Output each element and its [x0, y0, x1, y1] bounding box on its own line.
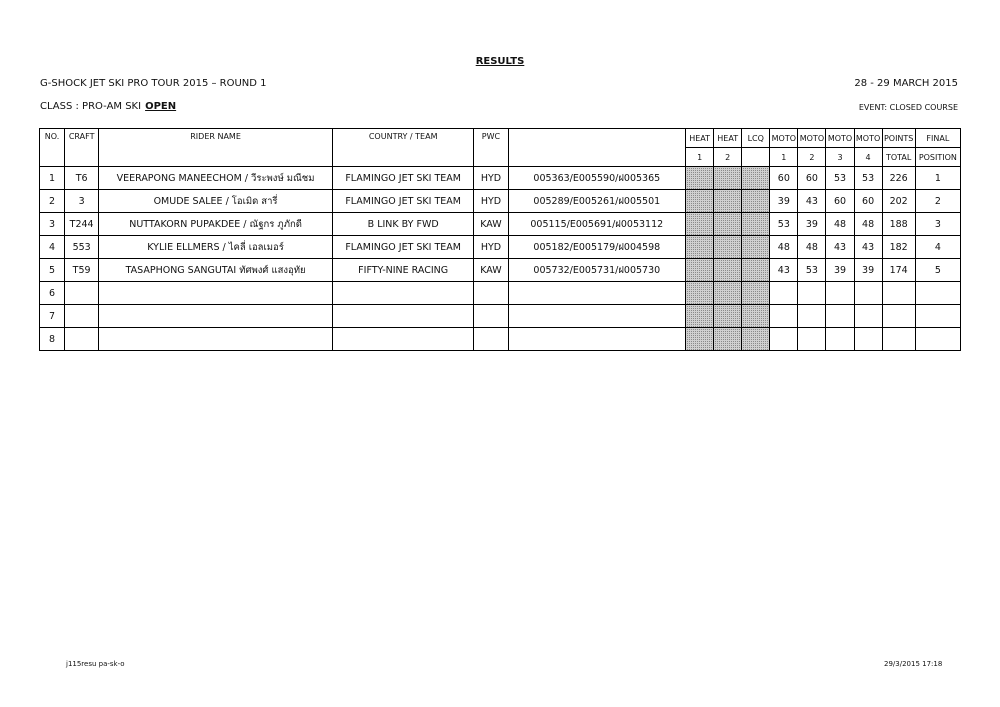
cell-moto1: 39 — [770, 190, 798, 213]
cell-pwc: KAW — [474, 213, 508, 236]
cell-moto2: 48 — [798, 236, 826, 259]
cell-registration: 005182/E005179/ฝ004598 — [508, 236, 686, 259]
cell-heat2 — [714, 305, 742, 328]
cell-heat1 — [686, 328, 714, 351]
cell-heat2 — [714, 259, 742, 282]
event-type: EVENT: CLOSED COURSE — [858, 103, 958, 112]
cell-moto4: 39 — [854, 259, 882, 282]
col-subheader-total: TOTAL — [882, 148, 915, 167]
cell-no: 4 — [40, 236, 65, 259]
table-row — [40, 282, 961, 305]
cell-lcq — [742, 213, 770, 236]
table-row — [40, 167, 961, 190]
cell-heat1 — [686, 167, 714, 190]
footer-timestamp: 29/3/2015 17:18 — [884, 660, 943, 668]
cell-lcq — [742, 190, 770, 213]
cell-registration — [508, 328, 686, 351]
cell-moto2: 53 — [798, 259, 826, 282]
cell-heat2 — [714, 213, 742, 236]
results-table — [39, 128, 961, 351]
cell-heat2 — [714, 236, 742, 259]
col-header-no: NO. — [40, 129, 65, 167]
cell-no: 2 — [40, 190, 65, 213]
class-value: OPEN — [145, 101, 177, 112]
footer-file-code: j115resu pa-sk-o — [66, 660, 125, 668]
cell-final-position: 5 — [915, 259, 960, 282]
cell-final-position: 4 — [915, 236, 960, 259]
cell-heat1 — [686, 213, 714, 236]
col-header-lcq: LCQ — [742, 129, 770, 148]
cell-rider-name — [99, 305, 333, 328]
col-header-craft: CRAFT — [65, 129, 99, 167]
cell-craft: T6 — [65, 167, 99, 190]
cell-moto3 — [826, 328, 854, 351]
col-header-registration — [508, 129, 686, 167]
class-label: CLASS : PRO-AM SKI — [40, 101, 142, 112]
col-subheader-moto3: 3 — [826, 148, 854, 167]
cell-team: FLAMINGO JET SKI TEAM — [332, 167, 473, 190]
cell-no: 5 — [40, 259, 65, 282]
cell-points-total: 202 — [882, 190, 915, 213]
cell-points-total: 226 — [882, 167, 915, 190]
cell-lcq — [742, 328, 770, 351]
cell-moto1 — [770, 282, 798, 305]
cell-moto4 — [854, 282, 882, 305]
cell-registration: 005115/E005691/ฝ0053112 — [508, 213, 686, 236]
cell-heat2 — [714, 328, 742, 351]
col-header-heat2: HEAT — [714, 129, 742, 148]
cell-final-position — [915, 282, 960, 305]
table-row — [40, 236, 961, 259]
cell-craft: 553 — [65, 236, 99, 259]
cell-final-position — [915, 328, 960, 351]
col-header-moto3: MOTO — [826, 129, 854, 148]
cell-team: B LINK BY FWD — [332, 213, 473, 236]
results-title: RESULTS — [475, 56, 525, 67]
cell-final-position: 1 — [915, 167, 960, 190]
cell-rider-name: NUTTAKORN PUPAKDEE / ณัฐกร ภูภักดี — [99, 213, 333, 236]
cell-moto2 — [798, 282, 826, 305]
cell-moto3: 48 — [826, 213, 854, 236]
cell-no: 8 — [40, 328, 65, 351]
cell-moto1: 60 — [770, 167, 798, 190]
cell-heat1 — [686, 305, 714, 328]
col-subheader-position: POSITION — [915, 148, 960, 167]
cell-rider-name: OMUDE SALEE / โอเมิด สารี่ — [99, 190, 333, 213]
cell-moto4: 43 — [854, 236, 882, 259]
cell-lcq — [742, 236, 770, 259]
cell-heat2 — [714, 282, 742, 305]
col-subheader-lcq — [742, 148, 770, 167]
cell-rider-name: TASAPHONG SANGUTAI ทัศพงศ์ แสงอุทัย — [99, 259, 333, 282]
cell-final-position: 2 — [915, 190, 960, 213]
cell-registration: 005289/E005261/ฝ005501 — [508, 190, 686, 213]
table-header — [40, 129, 961, 167]
cell-moto2 — [798, 328, 826, 351]
cell-pwc: HYD — [474, 236, 508, 259]
table-row — [40, 328, 961, 351]
cell-team — [332, 282, 473, 305]
cell-moto1 — [770, 328, 798, 351]
cell-heat1 — [686, 282, 714, 305]
cell-rider-name: KYLIE ELLMERS / ไคลี่ เอลเมอร์ — [99, 236, 333, 259]
event-name: G-SHOCK JET SKI PRO TOUR 2015 – ROUND 1 — [40, 78, 267, 89]
col-header-moto2: MOTO — [798, 129, 826, 148]
col-header-points: POINTS — [882, 129, 915, 148]
cell-points-total: 182 — [882, 236, 915, 259]
cell-moto3 — [826, 282, 854, 305]
cell-moto3: 39 — [826, 259, 854, 282]
cell-points-total: 174 — [882, 259, 915, 282]
cell-moto2: 43 — [798, 190, 826, 213]
cell-moto4 — [854, 328, 882, 351]
cell-pwc — [474, 305, 508, 328]
cell-moto3: 53 — [826, 167, 854, 190]
cell-lcq — [742, 282, 770, 305]
cell-heat2 — [714, 190, 742, 213]
cell-no: 7 — [40, 305, 65, 328]
cell-no: 1 — [40, 167, 65, 190]
cell-moto2: 60 — [798, 167, 826, 190]
class-line — [40, 101, 176, 112]
cell-pwc — [474, 282, 508, 305]
cell-team: FIFTY-NINE RACING — [332, 259, 473, 282]
col-header-rider: RIDER NAME — [99, 129, 333, 167]
cell-moto3 — [826, 305, 854, 328]
cell-final-position: 3 — [915, 213, 960, 236]
col-subheader-moto1: 1 — [770, 148, 798, 167]
cell-heat1 — [686, 259, 714, 282]
cell-pwc: HYD — [474, 190, 508, 213]
cell-pwc: HYD — [474, 167, 508, 190]
col-header-pwc: PWC — [474, 129, 508, 167]
cell-moto4: 48 — [854, 213, 882, 236]
cell-points-total — [882, 305, 915, 328]
col-header-final: FINAL — [915, 129, 960, 148]
table-row — [40, 259, 961, 282]
cell-rider-name — [99, 328, 333, 351]
cell-points-total — [882, 282, 915, 305]
table-body — [40, 167, 961, 351]
cell-rider-name: VEERAPONG MANEECHOM / วีระพงษ์ มณีชม — [99, 167, 333, 190]
cell-moto2 — [798, 305, 826, 328]
cell-craft: T244 — [65, 213, 99, 236]
cell-pwc — [474, 328, 508, 351]
cell-craft — [65, 328, 99, 351]
cell-final-position — [915, 305, 960, 328]
cell-points-total: 188 — [882, 213, 915, 236]
table-row — [40, 190, 961, 213]
cell-lcq — [742, 167, 770, 190]
cell-craft: T59 — [65, 259, 99, 282]
cell-team — [332, 328, 473, 351]
cell-lcq — [742, 305, 770, 328]
col-subheader-heat2: 2 — [714, 148, 742, 167]
cell-registration — [508, 282, 686, 305]
cell-moto4 — [854, 305, 882, 328]
col-header-moto1: MOTO — [770, 129, 798, 148]
cell-heat1 — [686, 190, 714, 213]
cell-moto4: 60 — [854, 190, 882, 213]
cell-moto1: 43 — [770, 259, 798, 282]
cell-moto4: 53 — [854, 167, 882, 190]
col-header-heat1: HEAT — [686, 129, 714, 148]
table-row — [40, 213, 961, 236]
cell-moto1 — [770, 305, 798, 328]
cell-team — [332, 305, 473, 328]
cell-no: 6 — [40, 282, 65, 305]
cell-no: 3 — [40, 213, 65, 236]
event-dates: 28 - 29 MARCH 2015 — [854, 78, 958, 89]
cell-heat2 — [714, 167, 742, 190]
table-row — [40, 305, 961, 328]
cell-team: FLAMINGO JET SKI TEAM — [332, 190, 473, 213]
col-header-moto4: MOTO — [854, 129, 882, 148]
cell-points-total — [882, 328, 915, 351]
col-subheader-moto4: 4 — [854, 148, 882, 167]
cell-lcq — [742, 259, 770, 282]
cell-moto2: 39 — [798, 213, 826, 236]
cell-registration: 005363/E005590/ฝ005365 — [508, 167, 686, 190]
cell-moto1: 48 — [770, 236, 798, 259]
cell-moto3: 43 — [826, 236, 854, 259]
col-header-team: COUNTRY / TEAM — [332, 129, 473, 167]
cell-moto3: 60 — [826, 190, 854, 213]
cell-craft — [65, 305, 99, 328]
cell-craft: 3 — [65, 190, 99, 213]
col-subheader-moto2: 2 — [798, 148, 826, 167]
cell-team: FLAMINGO JET SKI TEAM — [332, 236, 473, 259]
cell-registration: 005732/E005731/ฝ005730 — [508, 259, 686, 282]
cell-heat1 — [686, 236, 714, 259]
col-subheader-heat1: 1 — [686, 148, 714, 167]
cell-craft — [65, 282, 99, 305]
cell-rider-name — [99, 282, 333, 305]
cell-pwc: KAW — [474, 259, 508, 282]
cell-registration — [508, 305, 686, 328]
cell-moto1: 53 — [770, 213, 798, 236]
